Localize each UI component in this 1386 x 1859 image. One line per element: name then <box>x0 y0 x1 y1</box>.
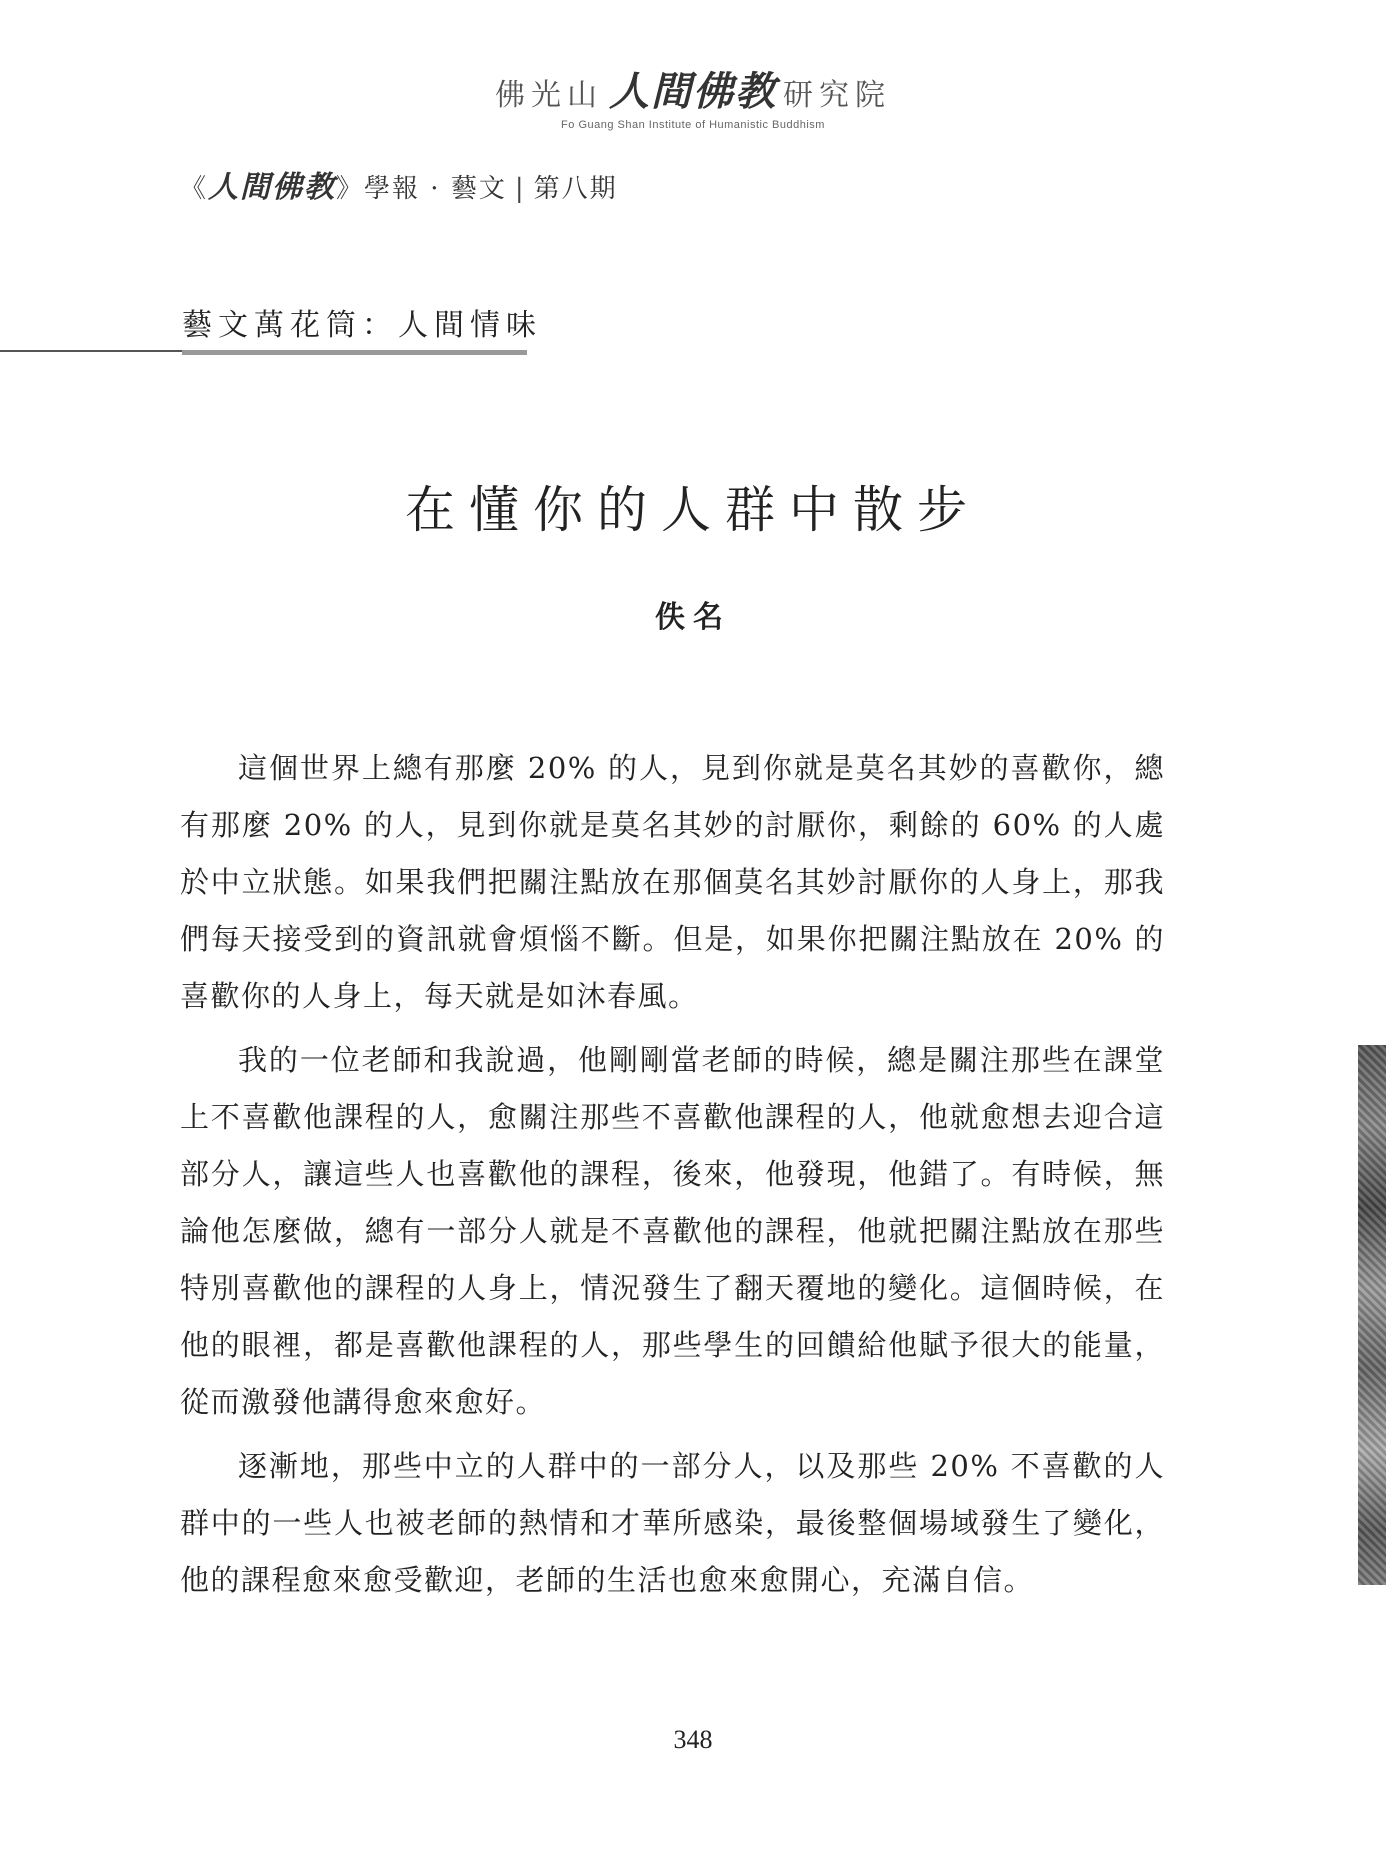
article-title: 在懂你的人群中散步 <box>405 481 981 539</box>
institute-english-name: Fo Guang Shan Institute of Humanistic Buddhism <box>561 119 825 131</box>
body-paragraph: 這個世界上總有那麼 20% 的人，見到你就是莫名其妙的喜歡你，總有那麼 20% 的人，見到你就是莫名其妙的討厭你，剩餘的 60% 的人處於中立狀態。如果我們把關注點放在那個莫名其妙討厭你的人身上，那我們每天接受到的資訊就會煩惱不斷。但是，如果你把關注點放在 20% 的喜歡你的人身上，每天就是如沐春風。 <box>180 751 1165 1013</box>
section-underline <box>182 350 527 355</box>
body-paragraph: 我的一位老師和我說過，他剛剛當老師的時候，總是關注那些在課堂上不喜歡他課程的人，愈關注那些不喜歡他課程的人，他就愈想去迎合這部分人，讓這些人也喜歡他的課程，後來，他發現，他錯了。有時候，無論他怎麼做，總有一部分人就是不喜歡他的課程，他就把關注點放在那些特別喜歡他的課程的人身上，情況發生了翻天覆地的變化。這個時候，在他的眼裡，都是喜歡他課程的人，那些學生的回饋給他賦予很大的能量，從而激發他講得愈來愈好。 <box>180 1043 1165 1419</box>
journal-brand: 人間佛教 <box>208 170 337 205</box>
section-title: 藝文萬花筒：人間情味 <box>182 308 542 343</box>
body-paragraph: 逐漸地，那些中立的人群中的一部分人，以及那些 20% 不喜歡的人群中的一些人也被老師的熱情和才華所感染，最後整個場域發生了變化，他的課程愈來愈受歡迎，老師的生活也愈來愈開心，充滿自信。 <box>180 1449 1165 1597</box>
journal-open-quote: 《 <box>180 174 209 204</box>
institute-header <box>0 60 1386 131</box>
institute-name <box>0 60 1386 117</box>
institute-prefix: 佛光山 <box>495 78 603 113</box>
article-body <box>180 740 1165 1616</box>
journal-close-quote: 》 <box>336 174 365 204</box>
institute-brand-logo: 人間佛教 <box>609 69 777 115</box>
journal-issue: 第八期 <box>533 174 618 204</box>
page-number: 348 <box>673 1725 713 1754</box>
article-author: 佚名 <box>655 600 731 635</box>
edge-photo-fragment <box>1358 1045 1386 1585</box>
institute-suffix: 研究院 <box>783 78 891 113</box>
journal-separator: | <box>514 174 526 204</box>
journal-label: 學報 · 藝文 <box>364 174 507 204</box>
journal-running-head <box>180 162 618 206</box>
